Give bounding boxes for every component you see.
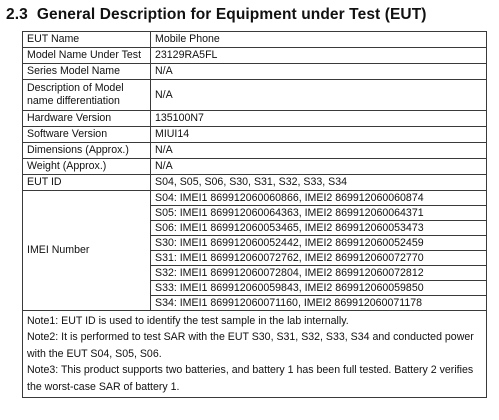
note-1: Note1: EUT ID is used to identify the test sample in the lab internally. bbox=[27, 315, 349, 327]
row-label: EUT Name bbox=[23, 32, 151, 48]
table-row bbox=[23, 48, 487, 64]
table-row-notes bbox=[23, 311, 487, 398]
imei-entry: S04: IMEI1 869912060060866, IMEI2 869912060060874 bbox=[151, 191, 487, 206]
row-value: 135100N7 bbox=[151, 111, 487, 127]
table-row bbox=[23, 32, 487, 48]
section-number: 2.3 bbox=[6, 6, 28, 23]
eut-description-table bbox=[22, 31, 487, 398]
row-label: Series Model Name bbox=[23, 64, 151, 80]
table-row bbox=[23, 64, 487, 80]
row-label: Dimensions (Approx.) bbox=[23, 143, 151, 159]
table-row bbox=[23, 111, 487, 127]
row-label: Weight (Approx.) bbox=[23, 159, 151, 175]
section-title: General Description for Equipment under Test (EUT) bbox=[36, 6, 427, 23]
imei-label: IMEI Number bbox=[23, 191, 151, 311]
row-label: EUT ID bbox=[23, 175, 151, 191]
row-value: N/A bbox=[151, 159, 487, 175]
row-value: N/A bbox=[151, 80, 487, 111]
imei-entry: S32: IMEI1 869912060072804, IMEI2 869912060072812 bbox=[151, 266, 487, 281]
imei-entry: S31: IMEI1 869912060072762, IMEI2 869912060072770 bbox=[151, 251, 487, 266]
row-label: Software Version bbox=[23, 127, 151, 143]
imei-entry: S06: IMEI1 869912060053465, IMEI2 869912060053473 bbox=[151, 221, 487, 236]
imei-entry: S30: IMEI1 869912060052442, IMEI2 869912060052459 bbox=[151, 236, 487, 251]
table-row-imei bbox=[23, 191, 487, 206]
table-row bbox=[23, 80, 487, 111]
table-row bbox=[23, 159, 487, 175]
row-value: N/A bbox=[151, 143, 487, 159]
row-value: N/A bbox=[151, 64, 487, 80]
row-value: 23129RA5FL bbox=[151, 48, 487, 64]
imei-entry: S34: IMEI1 869912060071160, IMEI2 869912060071178 bbox=[151, 296, 487, 311]
row-label: Description of Model name differentiation bbox=[23, 80, 151, 111]
row-value: Mobile Phone bbox=[151, 32, 487, 48]
table-row bbox=[23, 127, 487, 143]
imei-entry: S33: IMEI1 869912060059843, IMEI2 869912060059850 bbox=[151, 281, 487, 296]
row-label: Hardware Version bbox=[23, 111, 151, 127]
section-heading bbox=[6, 6, 427, 24]
row-value: MIUI14 bbox=[151, 127, 487, 143]
table-row bbox=[23, 175, 487, 191]
table-row bbox=[23, 143, 487, 159]
note-3: Note3: This product supports two batteries, and battery 1 has been full tested. Battery 2 verifies the worst-case SAR of battery 1. bbox=[27, 364, 474, 393]
note-2: Note2: It is performed to test SAR with the EUT S30, S31, S32, S33, S34 and conducted power with the EUT S04, S05, S06. bbox=[27, 331, 474, 360]
imei-entry: S05: IMEI1 869912060064363, IMEI2 869912060064371 bbox=[151, 206, 487, 221]
row-label: Model Name Under Test bbox=[23, 48, 151, 64]
row-value: S04, S05, S06, S30, S31, S32, S33, S34 bbox=[151, 175, 487, 191]
notes-cell bbox=[23, 311, 487, 398]
